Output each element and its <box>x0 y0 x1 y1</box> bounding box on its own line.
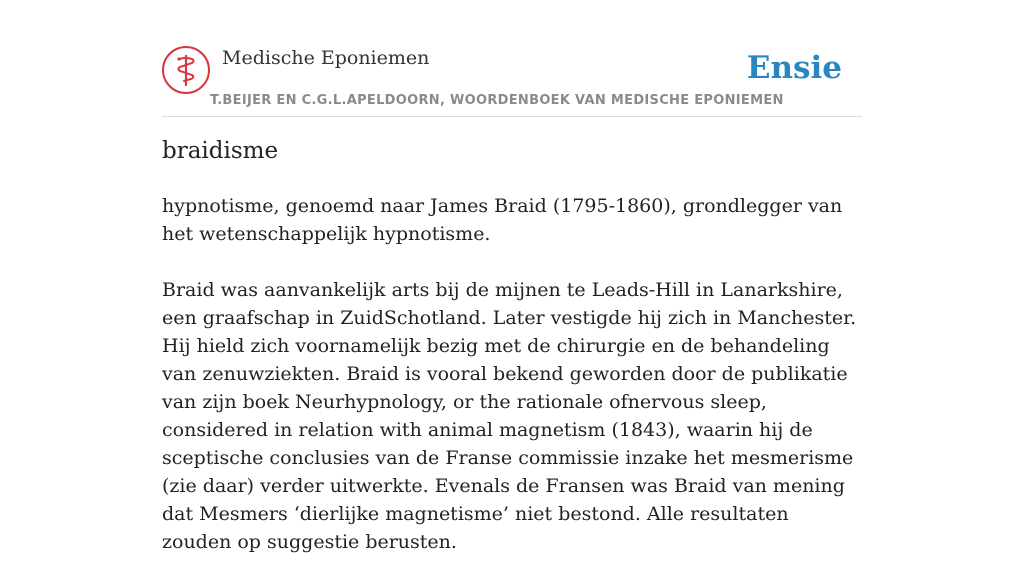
caduceus-icon-graphic <box>164 48 208 92</box>
source-authors: T.BEIJER EN C.G.L.APELDOORN, WOORDENBOEK VAN MEDISCHE EPONIEMEN <box>210 93 784 108</box>
entry-title: braidisme <box>162 138 279 164</box>
entry-paragraph: Braid was aanvankelijk arts bij de mijnen te Leads-Hill in Lanarkshire, een graafschap in ZuidSchotland. Later vestigde hij zich in Manchester. Hij hield zich voornamelijk bezig met de chirurgie en de behandeling van zenuwziekten. Braid is vooral bekend geworden door de publikatie van zijn boek Neurhypnology, or the rationale ofnervous sleep, considered in relation with animal magnetism (1843), waarin hij de sceptische conclusies van de Franse commissie inzake het mesmerisme (zie daar) verder uitwerkte. Evenals de Fransen was Braid van mening dat Mesmers ‘dierlijke magnetisme’ niet bestond. Alle resultaten zouden op suggestie berusten. <box>162 279 857 553</box>
ensie-logo[interactable]: Ensie <box>746 50 842 86</box>
caduceus-icon[interactable] <box>162 46 210 94</box>
entry-body <box>162 192 862 584</box>
source-title[interactable]: Medische Eponiemen <box>222 47 430 69</box>
site-header <box>162 46 862 117</box>
entry-definition: hypnotisme, genoemd naar James Braid (1795-1860), grondlegger van het wetenschappelijk hypnotisme. <box>162 195 843 245</box>
